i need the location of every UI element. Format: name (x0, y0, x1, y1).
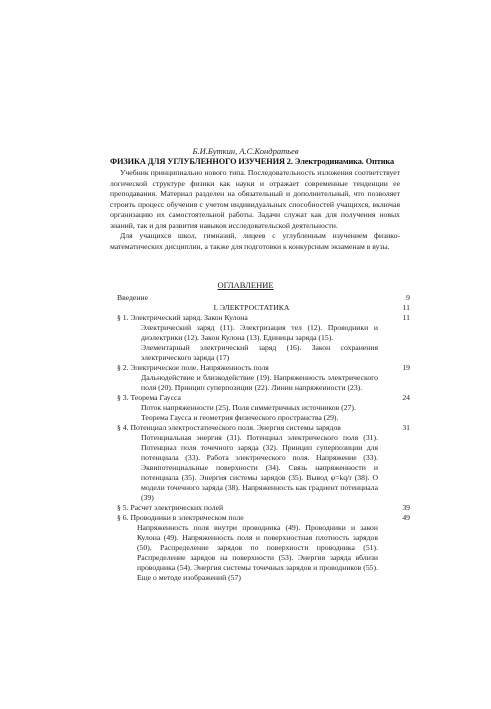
toc-heading: ОГЛАВЛЕНИЕ (217, 280, 274, 290)
toc-entry-page: 9 (406, 293, 410, 302)
toc-entry-page: 11 (402, 303, 410, 312)
table-of-contents (117, 293, 410, 583)
toc-entry-title: § 1. Электрический заряд. Закон Кулона (117, 313, 248, 322)
toc-part-title: I. ЭЛЕКТРОСТАТИКА (213, 303, 290, 312)
toc-subtopics: Потенциальная энергия (31). Потенциал электрического поля (31). Потенциал поля точечного заряда (32). Принцип суперпозиции для потенциала (33). Работа электрического поля. Напряжение (33). Эквипотенциальные поверхности (34). Связь напряженности и потенциала (35). Энергия системы зарядов (35). Вывод φ=kq/r (38). О модели точечного заряда (38). Напряженность как градиент потенциала (39) (141, 433, 378, 502)
toc-entry-page: 49 (402, 513, 410, 522)
toc-subtopics: Теорема Гаусса и геометрия физического пространства (29). (141, 413, 339, 422)
toc-entry-intro (117, 293, 410, 303)
toc-entry-page: 31 (402, 423, 410, 432)
toc-subtopics: Напряженность поля внутри проводника (49). Проводники и закон Кулона (49). Напряженность поля и поверхностная плотность зарядов (50). Распределение зарядов по поверхности проводника (51). Распределение зарядов на поверхности (53). Энергия заряда вблизи проводника (54). Энергия системы точечных зарядов и проводников (55). Еще о методе изображений (57) (137, 523, 378, 582)
toc-entry-title: § 3. Теорема Гаусса (117, 393, 181, 402)
book-authors: Б.И.Буткин, А.С.Кондратьев (192, 146, 299, 156)
book-title: ФИЗИКА ДЛЯ УГЛУБЛЕННОГО ИЗУЧЕНИЯ 2. Электродинамика. Оптика (110, 157, 395, 166)
toc-subtopics: Элементарный электрический заряд (16). Закон сохранения электрического заряда (17) (141, 343, 378, 362)
toc-subtopics: Электрический заряд (11). Электризация тел (12). Проводники и диэлектрики (12). Закон Кулона (13). Единицы заряда (15). (141, 323, 378, 342)
toc-entry-title: § 6. Проводники в электрическом поле (117, 513, 244, 522)
toc-entry-page: 39 (402, 503, 410, 512)
toc-entry-s1 (117, 313, 410, 323)
toc-subtopics: Дальнодействие и близкодействие (19). Напряженность электрического поля (20). Принцип суперпозиции (22). Линии напряженности (23). (141, 373, 378, 392)
toc-entry-title: § 2. Электрическое поле. Напряженность поля (117, 363, 269, 372)
toc-entry-page: 11 (402, 313, 410, 322)
book-abstract (110, 168, 400, 252)
toc-part-heading (117, 303, 410, 313)
toc-entry-title: Введение (117, 293, 148, 302)
toc-entry-title: § 4. Потенциал электростатического поля. Энергия системы зарядов (117, 423, 341, 432)
toc-entry-s5 (117, 503, 410, 513)
abstract-paragraph: Для учащихся школ, гимназий, лицеев с углубленным изучением физико-математических дисциплин, а также для подготовки к конкурсным экзаменам в вузы. (110, 231, 400, 251)
toc-entry-page: 24 (402, 393, 410, 402)
toc-entry-s4 (117, 423, 410, 433)
abstract-paragraph: Учебник принципиально нового типа. Последовательность изложения соответствует логической структуре физики как науки и отражает современные тенденции ее преподавания. Материал разделен на обязательный и дополнительный, что позволяет строить процесс обучения с учетом индивидуальных способностей учащихся, включая организацию их самостоятельной работы. Задачи служат как для получения новых знаний, так и для развития навыков исследовательской деятельности. (110, 168, 400, 230)
toc-entry-title: § 5. Расчет электрических полей (117, 503, 224, 512)
toc-entry-s2 (117, 363, 410, 373)
toc-subtopics: Поток напряженности (25). Поля симметричных источников (27). (141, 403, 356, 412)
toc-entry-s3 (117, 393, 410, 403)
toc-entry-s6 (117, 513, 410, 523)
toc-entry-page: 19 (402, 363, 410, 372)
